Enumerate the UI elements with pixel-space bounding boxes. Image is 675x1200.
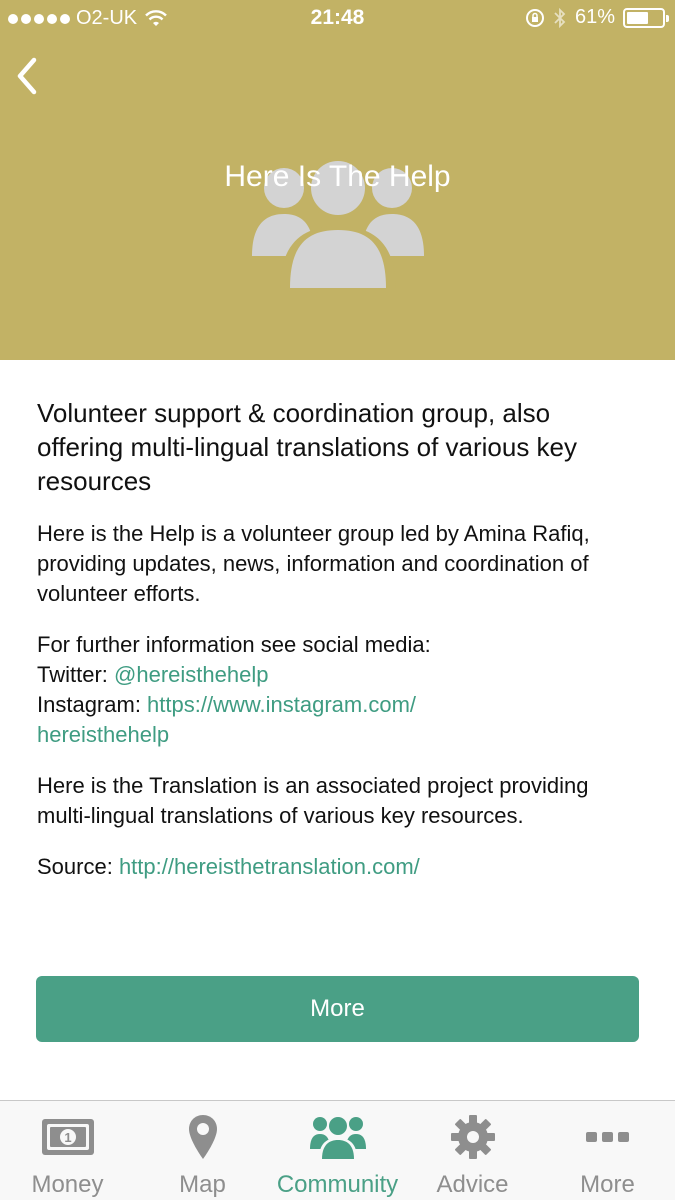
status-right (525, 6, 665, 29)
instagram-link-continued[interactable]: hereisthehelp (37, 722, 170, 747)
tab-money[interactable] (0, 1101, 135, 1200)
battery-icon (623, 8, 665, 28)
instagram-link[interactable]: https://www.instagram.com/ (147, 692, 417, 717)
more-button[interactable]: More (36, 976, 639, 1042)
content (37, 396, 637, 882)
twitter-label: Twitter: (37, 662, 115, 687)
tab-bar (0, 1100, 675, 1200)
gear-icon (450, 1114, 496, 1160)
tab-label: Money (31, 1171, 104, 1198)
header (0, 0, 675, 360)
source-line (37, 852, 637, 882)
source-link[interactable]: http://hereisthetranslation.com/ (118, 854, 420, 879)
battery-percent: 61% (574, 6, 615, 28)
tab-label: Advice (436, 1171, 509, 1198)
ellipsis-icon (586, 1130, 630, 1144)
subtitle: Volunteer support & coordination group, also offering multi-lingual translations of various key resources (37, 398, 578, 496)
bluetooth-icon (553, 7, 567, 29)
social-block (37, 630, 637, 750)
battery-level (627, 12, 648, 24)
intro-text: Here is the Help is a volunteer group led by Amina Rafiq, providing updates, news, information and coordination of volunteer efforts. (37, 521, 590, 606)
rotation-lock-icon (525, 8, 545, 28)
instagram-line (37, 690, 637, 720)
status-time: 21:48 (310, 6, 365, 29)
people-group-icon (310, 1115, 366, 1159)
translation-text: Here is the Translation is an associated project providing multi-lingual translations of various key resources. (37, 773, 589, 828)
tab-label: Community (276, 1171, 399, 1198)
status-bar (0, 0, 675, 40)
map-pin-icon (188, 1114, 218, 1160)
svg-text:1: 1 (63, 1130, 72, 1145)
chevron-left-icon (10, 52, 46, 100)
twitter-link[interactable]: @hereisthehelp (114, 662, 269, 687)
back-button[interactable] (10, 52, 46, 100)
tab-community[interactable] (270, 1101, 405, 1200)
tab-map[interactable] (135, 1101, 270, 1200)
banknote-icon (40, 1117, 96, 1157)
tab-advice[interactable] (405, 1101, 540, 1200)
page-title: Here Is The Help (224, 160, 451, 193)
social-intro: For further information see social media: (37, 632, 431, 657)
tab-label: More (580, 1171, 635, 1198)
carrier-name: O2-UK (76, 7, 138, 29)
tab-label: Map (179, 1171, 226, 1198)
twitter-line (37, 660, 637, 690)
instagram-label: Instagram: (37, 692, 148, 717)
instagram-line-2 (37, 720, 637, 750)
source-label: Source: (37, 854, 119, 879)
tab-more[interactable] (540, 1101, 675, 1200)
